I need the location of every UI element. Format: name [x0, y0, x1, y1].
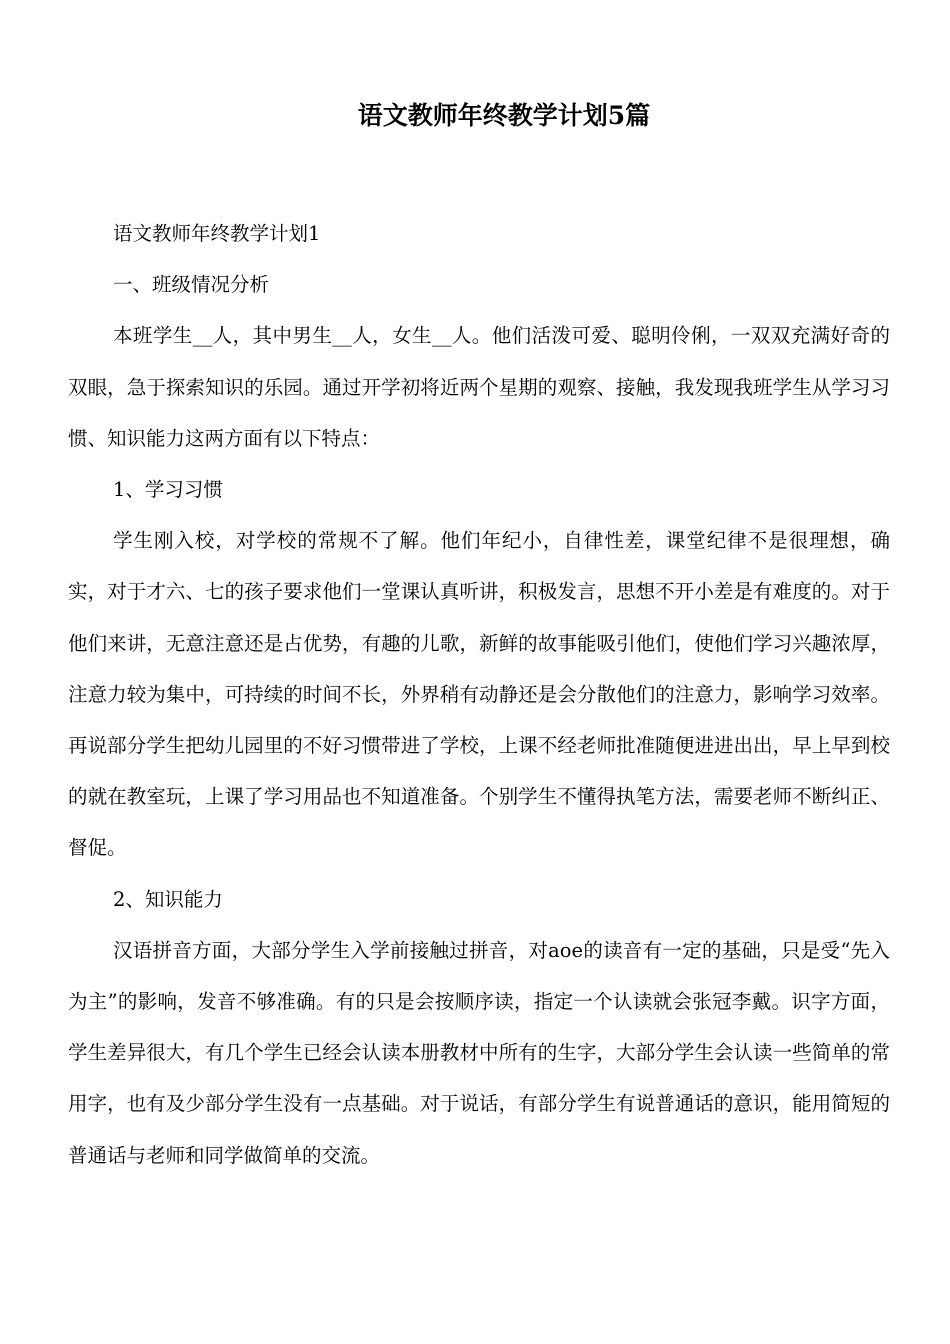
document-body [68, 208, 890, 1181]
subsection-heading: 一、班级情况分析 [113, 273, 270, 297]
body-paragraph: 学生刚入校，对学校的常规不了解。他们年纪小，自律性差，课堂纪律不是很理想，确实，对于才六、七的孩子要求他们一堂课认真听讲，积极发言，思想不开小差是有难度的。对于他们来讲，无意注意还是占优势，有趣的儿歌，新鲜的故事能吸引他们，使他们学习兴趣浓厚，注意力较为集中，可持续的时间不长，外界稍有动静还是会分散他们的注意力，影响学习效率。再说部分学生把幼儿园里的不好习惯带进了学校，上课不经老师批准随便进进出出，早上早到校的就在教室玩，上课了学习用品也不知道准备。个别学生不懂得执笔方法，需要老师不断纠正、督促。 [68, 529, 890, 860]
body-paragraph: 本班学生__人，其中男生__人，女生__人。他们活泼可爱、聪明伶俐，一双双充满好奇的双眼，急于探索知识的乐园。通过开学初将近两个星期的观察、接触，我发现我班学生从学习习惯、知识能力这两方面有以下特点： [68, 324, 890, 450]
subsection-heading: 1、学习习惯 [113, 478, 223, 502]
document-title: 语文教师年终教学计划5篇 [357, 101, 651, 130]
subsection-heading: 2、知识能力 [113, 887, 223, 911]
section-heading: 语文教师年终教学计划1 [113, 222, 321, 245]
body-paragraph: 汉语拼音方面，大部分学生入学前接触过拼音，对aoe的读音有一定的基础，只是受“先入为主”的影响，发音不够准确。有的只是会按顺序读，指定一个认读就会张冠李戴。识字方面，学生差异很大，有几个学生已经会认读本册教材中所有的生字，大部分学生会认读一些简单的常用字，也有及少部分学生没有一点基础。对于说话，有部分学生有说普通话的意识，能用简短的普通话与老师和同学做简单的交流。 [68, 938, 890, 1167]
